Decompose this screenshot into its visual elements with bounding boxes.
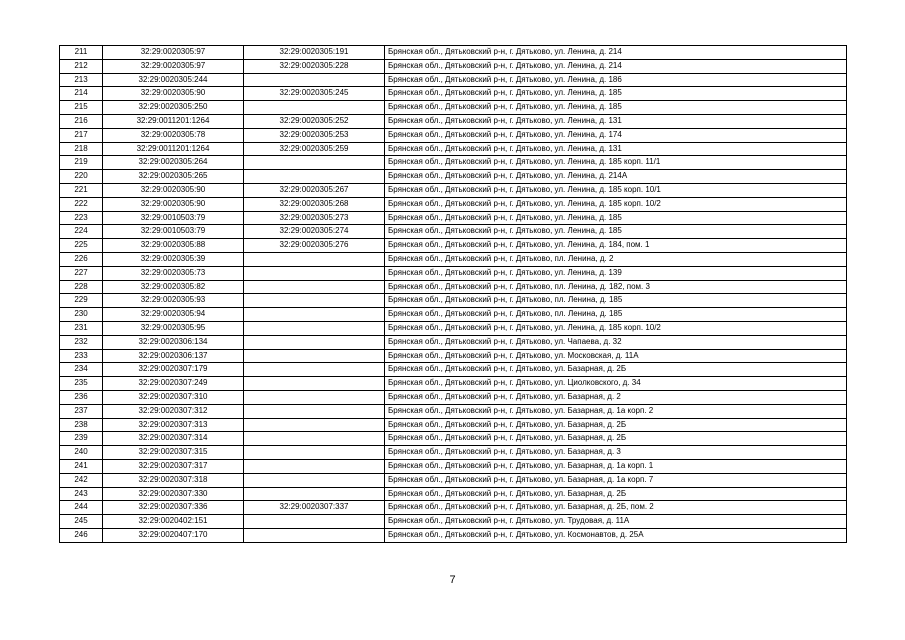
cadastral-number-cell: 32:29:0020305:250 bbox=[103, 101, 244, 115]
table-row bbox=[60, 128, 847, 142]
table-row bbox=[60, 46, 847, 60]
row-number-cell: 242 bbox=[60, 473, 103, 487]
table-row bbox=[60, 390, 847, 404]
table-row bbox=[60, 252, 847, 266]
object-cadastral-number-cell: 32:29:0020305:253 bbox=[244, 128, 385, 142]
row-number-cell: 220 bbox=[60, 170, 103, 184]
address-cell: Брянская обл., Дятьковский р-н, г. Дятьково, ул. Ленина, д. 214 bbox=[385, 59, 847, 73]
row-number-cell: 238 bbox=[60, 418, 103, 432]
table-row bbox=[60, 183, 847, 197]
cadastral-number-cell: 32:29:0020307:318 bbox=[103, 473, 244, 487]
object-cadastral-number-cell bbox=[244, 390, 385, 404]
table-row bbox=[60, 487, 847, 501]
object-cadastral-number-cell bbox=[244, 487, 385, 501]
object-cadastral-number-cell bbox=[244, 308, 385, 322]
page-number: 7 bbox=[449, 574, 456, 586]
address-cell: Брянская обл., Дятьковский р-н, г. Дятьково, пл. Ленина, д. 2 bbox=[385, 252, 847, 266]
row-number-cell: 233 bbox=[60, 349, 103, 363]
row-number-cell: 226 bbox=[60, 252, 103, 266]
row-number-cell: 222 bbox=[60, 197, 103, 211]
table-row bbox=[60, 528, 847, 542]
address-cell: Брянская обл., Дятьковский р-н, г. Дятьково, ул. Чапаева, д. 32 bbox=[385, 335, 847, 349]
address-cell: Брянская обл., Дятьковский р-н, г. Дятьково, ул. Ленина, д. 185 корп. 10/2 bbox=[385, 321, 847, 335]
address-cell: Брянская обл., Дятьковский р-н, г. Дятьково, ул. Космонавтов, д. 25А bbox=[385, 528, 847, 542]
address-cell: Брянская обл., Дятьковский р-н, г. Дятьково, ул. Ленина, д. 186 bbox=[385, 73, 847, 87]
address-cell: Брянская обл., Дятьковский р-н, г. Дятьково, пл. Ленина, д. 185 bbox=[385, 308, 847, 322]
address-cell: Брянская обл., Дятьковский р-н, г. Дятьково, ул. Ленина, д. 214А bbox=[385, 170, 847, 184]
table-row bbox=[60, 501, 847, 515]
row-number-cell: 228 bbox=[60, 280, 103, 294]
table-row bbox=[60, 225, 847, 239]
object-cadastral-number-cell bbox=[244, 349, 385, 363]
table-row bbox=[60, 170, 847, 184]
cadastral-number-cell: 32:29:0020402:151 bbox=[103, 515, 244, 529]
address-cell: Брянская обл., Дятьковский р-н, г. Дятьково, ул. Ленина, д. 184, пом. 1 bbox=[385, 239, 847, 253]
row-number-cell: 215 bbox=[60, 101, 103, 115]
address-cell: Брянская обл., Дятьковский р-н, г. Дятьково, ул. Ленина, д. 185 bbox=[385, 87, 847, 101]
cadastral-number-cell: 32:29:0020305:94 bbox=[103, 308, 244, 322]
cadastral-number-cell: 32:29:0020305:78 bbox=[103, 128, 244, 142]
cadastral-number-cell: 32:29:0020305:265 bbox=[103, 170, 244, 184]
object-cadastral-number-cell bbox=[244, 446, 385, 460]
table-row bbox=[60, 211, 847, 225]
cadastral-number-cell: 32:29:0020305:73 bbox=[103, 266, 244, 280]
cadastral-number-cell: 32:29:0020305:90 bbox=[103, 197, 244, 211]
object-cadastral-number-cell bbox=[244, 404, 385, 418]
table-row bbox=[60, 73, 847, 87]
object-cadastral-number-cell: 32:29:0020307:337 bbox=[244, 501, 385, 515]
address-cell: Брянская обл., Дятьковский р-н, г. Дятьково, ул. Ленина, д. 131 bbox=[385, 142, 847, 156]
address-cell: Брянская обл., Дятьковский р-н, г. Дятьково, ул. Ленина, д. 214 bbox=[385, 46, 847, 60]
row-number-cell: 241 bbox=[60, 459, 103, 473]
row-number-cell: 214 bbox=[60, 87, 103, 101]
table-row bbox=[60, 377, 847, 391]
cadastral-number-cell: 32:29:0020307:249 bbox=[103, 377, 244, 391]
cadastral-number-cell: 32:29:0020407:170 bbox=[103, 528, 244, 542]
address-cell: Брянская обл., Дятьковский р-н, г. Дятьково, ул. Ленина, д. 185 bbox=[385, 101, 847, 115]
row-number-cell: 217 bbox=[60, 128, 103, 142]
cadastral-number-cell: 32:29:0020307:336 bbox=[103, 501, 244, 515]
row-number-cell: 244 bbox=[60, 501, 103, 515]
row-number-cell: 230 bbox=[60, 308, 103, 322]
table-row bbox=[60, 335, 847, 349]
cadastral-number-cell: 32:29:0020305:93 bbox=[103, 294, 244, 308]
address-cell: Брянская обл., Дятьковский р-н, г. Дятьково, ул. Базарная, д. 1а корп. 1 bbox=[385, 459, 847, 473]
row-number-cell: 239 bbox=[60, 432, 103, 446]
cadastral-number-cell: 32:29:0020305:82 bbox=[103, 280, 244, 294]
object-cadastral-number-cell bbox=[244, 515, 385, 529]
row-number-cell: 216 bbox=[60, 114, 103, 128]
cadastral-registry-table bbox=[59, 45, 847, 543]
table-row bbox=[60, 266, 847, 280]
address-cell: Брянская обл., Дятьковский р-н, г. Дятьково, ул. Базарная, д. 2Б bbox=[385, 432, 847, 446]
cadastral-number-cell: 32:29:0020305:264 bbox=[103, 156, 244, 170]
object-cadastral-number-cell: 32:29:0020305:252 bbox=[244, 114, 385, 128]
table-row bbox=[60, 101, 847, 115]
table-row bbox=[60, 459, 847, 473]
object-cadastral-number-cell: 32:29:0020305:268 bbox=[244, 197, 385, 211]
address-cell: Брянская обл., Дятьковский р-н, г. Дятьково, ул. Базарная, д. 2Б bbox=[385, 487, 847, 501]
cadastral-number-cell: 32:29:0020306:134 bbox=[103, 335, 244, 349]
object-cadastral-number-cell bbox=[244, 335, 385, 349]
object-cadastral-number-cell bbox=[244, 280, 385, 294]
address-cell: Брянская обл., Дятьковский р-н, г. Дятьково, ул. Базарная, д. 2Б bbox=[385, 363, 847, 377]
address-cell: Брянская обл., Дятьковский р-н, г. Дятьково, ул. Ленина, д. 185 корп. 10/2 bbox=[385, 197, 847, 211]
address-cell: Брянская обл., Дятьковский р-н, г. Дятьково, ул. Базарная, д. 1а корп. 2 bbox=[385, 404, 847, 418]
row-number-cell: 245 bbox=[60, 515, 103, 529]
cadastral-number-cell: 32:29:0010503:79 bbox=[103, 225, 244, 239]
address-cell: Брянская обл., Дятьковский р-н, г. Дятьково, ул. Базарная, д. 2 bbox=[385, 390, 847, 404]
address-cell: Брянская обл., Дятьковский р-н, г. Дятьково, ул. Ленина, д. 185 bbox=[385, 211, 847, 225]
object-cadastral-number-cell: 32:29:0020305:274 bbox=[244, 225, 385, 239]
object-cadastral-number-cell: 32:29:0020305:276 bbox=[244, 239, 385, 253]
address-cell: Брянская обл., Дятьковский р-н, г. Дятьково, ул. Циолковского, д. 34 bbox=[385, 377, 847, 391]
object-cadastral-number-cell bbox=[244, 418, 385, 432]
object-cadastral-number-cell bbox=[244, 156, 385, 170]
table-row bbox=[60, 197, 847, 211]
row-number-cell: 246 bbox=[60, 528, 103, 542]
cadastral-number-cell: 32:29:0020307:312 bbox=[103, 404, 244, 418]
row-number-cell: 236 bbox=[60, 390, 103, 404]
table-row bbox=[60, 87, 847, 101]
address-cell: Брянская обл., Дятьковский р-н, г. Дятьково, ул. Базарная, д. 3 bbox=[385, 446, 847, 460]
row-number-cell: 227 bbox=[60, 266, 103, 280]
cadastral-number-cell: 32:29:0011201:1264 bbox=[103, 114, 244, 128]
address-cell: Брянская обл., Дятьковский р-н, г. Дятьково, ул. Базарная, д. 2Б bbox=[385, 418, 847, 432]
object-cadastral-number-cell: 32:29:0020305:259 bbox=[244, 142, 385, 156]
cadastral-number-cell: 32:29:0020305:88 bbox=[103, 239, 244, 253]
table-row bbox=[60, 156, 847, 170]
object-cadastral-number-cell bbox=[244, 459, 385, 473]
cadastral-number-cell: 32:29:0020307:179 bbox=[103, 363, 244, 377]
row-number-cell: 229 bbox=[60, 294, 103, 308]
row-number-cell: 225 bbox=[60, 239, 103, 253]
table-row bbox=[60, 308, 847, 322]
cadastral-number-cell: 32:29:0020307:310 bbox=[103, 390, 244, 404]
cadastral-number-cell: 32:29:0020307:330 bbox=[103, 487, 244, 501]
object-cadastral-number-cell bbox=[244, 473, 385, 487]
object-cadastral-number-cell bbox=[244, 321, 385, 335]
table-row bbox=[60, 59, 847, 73]
object-cadastral-number-cell bbox=[244, 101, 385, 115]
cadastral-number-cell: 32:29:0020307:317 bbox=[103, 459, 244, 473]
table-row bbox=[60, 515, 847, 529]
row-number-cell: 212 bbox=[60, 59, 103, 73]
row-number-cell: 224 bbox=[60, 225, 103, 239]
row-number-cell: 234 bbox=[60, 363, 103, 377]
row-number-cell: 235 bbox=[60, 377, 103, 391]
table-row bbox=[60, 473, 847, 487]
row-number-cell: 240 bbox=[60, 446, 103, 460]
table-row bbox=[60, 349, 847, 363]
object-cadastral-number-cell: 32:29:0020305:245 bbox=[244, 87, 385, 101]
table-row bbox=[60, 114, 847, 128]
object-cadastral-number-cell bbox=[244, 266, 385, 280]
cadastral-number-cell: 32:29:0020305:39 bbox=[103, 252, 244, 266]
address-cell: Брянская обл., Дятьковский р-н, г. Дятьково, ул. Ленина, д. 185 bbox=[385, 225, 847, 239]
address-cell: Брянская обл., Дятьковский р-н, г. Дятьково, ул. Ленина, д. 185 корп. 10/1 bbox=[385, 183, 847, 197]
table-row bbox=[60, 404, 847, 418]
address-cell: Брянская обл., Дятьковский р-н, г. Дятьково, ул. Трудовая, д. 11А bbox=[385, 515, 847, 529]
object-cadastral-number-cell bbox=[244, 528, 385, 542]
address-cell: Брянская обл., Дятьковский р-н, г. Дятьково, ул. Базарная, д. 1а корп. 7 bbox=[385, 473, 847, 487]
row-number-cell: 218 bbox=[60, 142, 103, 156]
object-cadastral-number-cell bbox=[244, 377, 385, 391]
object-cadastral-number-cell bbox=[244, 432, 385, 446]
table-row bbox=[60, 280, 847, 294]
cadastral-number-cell: 32:29:0020305:97 bbox=[103, 59, 244, 73]
row-number-cell: 211 bbox=[60, 46, 103, 60]
table-row bbox=[60, 363, 847, 377]
row-number-cell: 221 bbox=[60, 183, 103, 197]
table-row bbox=[60, 142, 847, 156]
address-cell: Брянская обл., Дятьковский р-н, г. Дятьково, ул. Ленина, д. 139 bbox=[385, 266, 847, 280]
row-number-cell: 223 bbox=[60, 211, 103, 225]
address-cell: Брянская обл., Дятьковский р-н, г. Дятьково, ул. Московская, д. 11А bbox=[385, 349, 847, 363]
cadastral-number-cell: 32:29:0020305:95 bbox=[103, 321, 244, 335]
row-number-cell: 231 bbox=[60, 321, 103, 335]
cadastral-number-cell: 32:29:0020305:90 bbox=[103, 87, 244, 101]
table-row bbox=[60, 321, 847, 335]
object-cadastral-number-cell: 32:29:0020305:191 bbox=[244, 46, 385, 60]
object-cadastral-number-cell bbox=[244, 170, 385, 184]
cadastral-number-cell: 32:29:0020305:97 bbox=[103, 46, 244, 60]
object-cadastral-number-cell: 32:29:0020305:228 bbox=[244, 59, 385, 73]
cadastral-number-cell: 32:29:0020307:314 bbox=[103, 432, 244, 446]
cadastral-number-cell: 32:29:0020306:137 bbox=[103, 349, 244, 363]
cadastral-number-cell: 32:29:0020307:315 bbox=[103, 446, 244, 460]
row-number-cell: 237 bbox=[60, 404, 103, 418]
registry-table-body bbox=[60, 46, 847, 543]
cadastral-number-cell: 32:29:0010503:79 bbox=[103, 211, 244, 225]
object-cadastral-number-cell bbox=[244, 363, 385, 377]
row-number-cell: 219 bbox=[60, 156, 103, 170]
address-cell: Брянская обл., Дятьковский р-н, г. Дятьково, ул. Базарная, д. 2Б, пом. 2 bbox=[385, 501, 847, 515]
address-cell: Брянская обл., Дятьковский р-н, г. Дятьково, пл. Ленина, д. 182, пом. 3 bbox=[385, 280, 847, 294]
object-cadastral-number-cell: 32:29:0020305:273 bbox=[244, 211, 385, 225]
object-cadastral-number-cell bbox=[244, 294, 385, 308]
table-row bbox=[60, 432, 847, 446]
address-cell: Брянская обл., Дятьковский р-н, г. Дятьково, пл. Ленина, д. 185 bbox=[385, 294, 847, 308]
cadastral-number-cell: 32:29:0020305:244 bbox=[103, 73, 244, 87]
cadastral-number-cell: 32:29:0020305:90 bbox=[103, 183, 244, 197]
object-cadastral-number-cell: 32:29:0020305:267 bbox=[244, 183, 385, 197]
object-cadastral-number-cell bbox=[244, 73, 385, 87]
row-number-cell: 243 bbox=[60, 487, 103, 501]
address-cell: Брянская обл., Дятьковский р-н, г. Дятьково, ул. Ленина, д. 174 bbox=[385, 128, 847, 142]
table-row bbox=[60, 294, 847, 308]
row-number-cell: 213 bbox=[60, 73, 103, 87]
row-number-cell: 232 bbox=[60, 335, 103, 349]
object-cadastral-number-cell bbox=[244, 252, 385, 266]
table-row bbox=[60, 239, 847, 253]
cadastral-number-cell: 32:29:0011201:1264 bbox=[103, 142, 244, 156]
table-row bbox=[60, 446, 847, 460]
table-row bbox=[60, 418, 847, 432]
cadastral-number-cell: 32:29:0020307:313 bbox=[103, 418, 244, 432]
address-cell: Брянская обл., Дятьковский р-н, г. Дятьково, ул. Ленина, д. 185 корп. 11/1 bbox=[385, 156, 847, 170]
address-cell: Брянская обл., Дятьковский р-н, г. Дятьково, ул. Ленина, д. 131 bbox=[385, 114, 847, 128]
